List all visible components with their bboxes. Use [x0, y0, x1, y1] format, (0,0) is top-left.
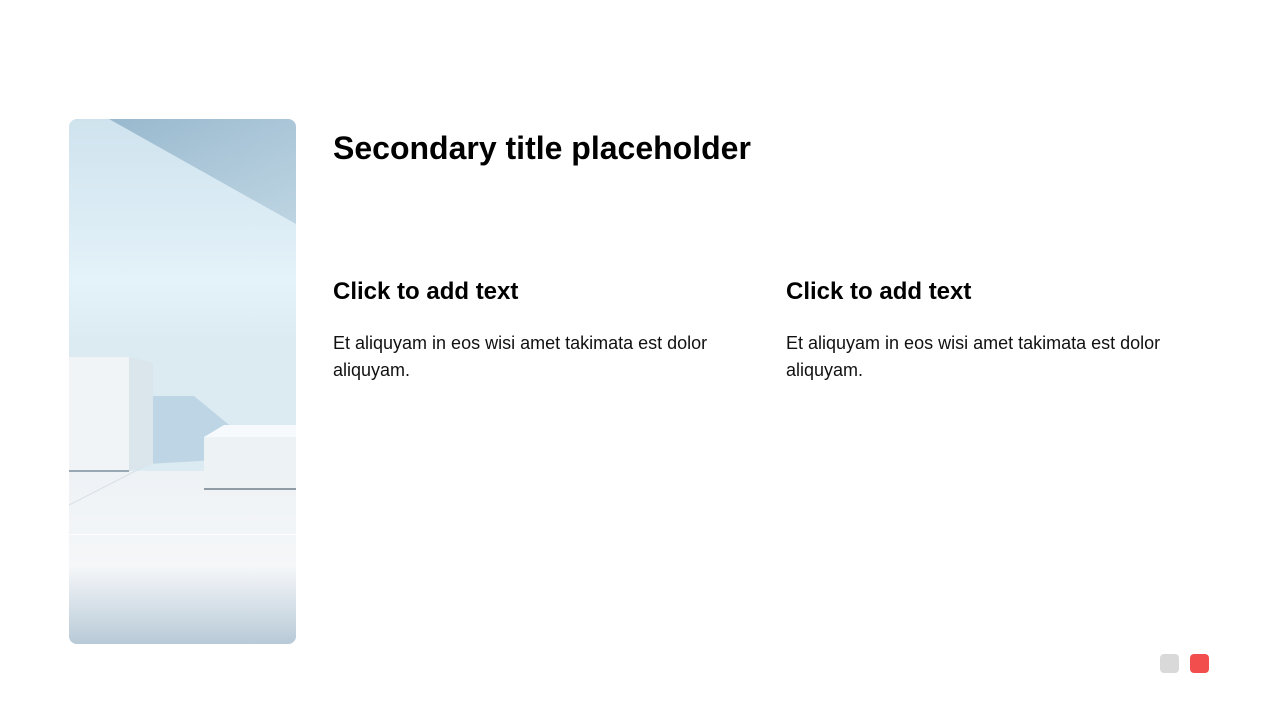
interior-photo-icon	[69, 119, 296, 644]
page-indicator	[1160, 654, 1209, 673]
column-body[interactable]: Et aliquyam in eos wisi amet takimata est dolor aliquyam.	[786, 333, 1161, 380]
page-dot-active	[1190, 654, 1209, 673]
text-column-right	[786, 276, 1186, 384]
column-heading[interactable]: Click to add text	[333, 278, 519, 305]
slide-title[interactable]: Secondary title placeholder	[333, 130, 751, 166]
column-body[interactable]: Et aliquyam in eos wisi amet takimata est dolor aliquyam.	[333, 333, 708, 380]
text-column-left	[333, 276, 733, 384]
interior-photo-image	[69, 119, 296, 644]
column-heading[interactable]: Click to add text	[786, 278, 972, 305]
page-dot-inactive	[1160, 654, 1179, 673]
